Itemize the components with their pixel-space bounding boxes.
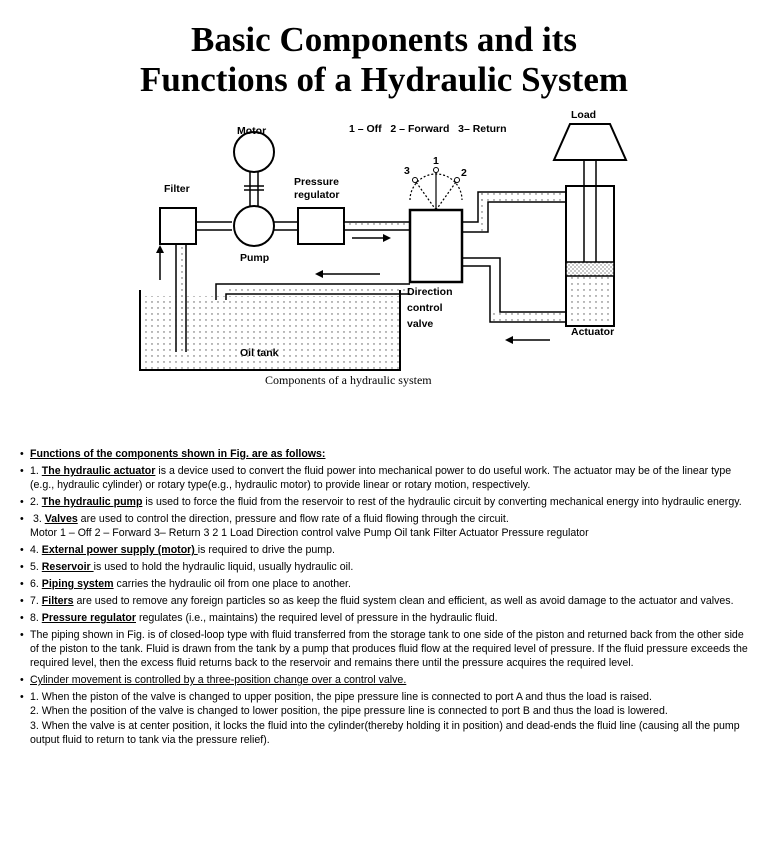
label-pump: Pump bbox=[240, 252, 270, 264]
label-load: Load bbox=[571, 109, 597, 121]
valve-lever bbox=[410, 168, 462, 211]
bullet-regulator bbox=[20, 611, 755, 625]
label-pressure-regulator-1: Pressure bbox=[294, 176, 339, 188]
bullet-pump bbox=[20, 495, 755, 509]
suction-pipe bbox=[176, 244, 186, 352]
label-pos-2: 2 bbox=[461, 167, 467, 179]
pressure-regulator-box bbox=[298, 208, 344, 244]
term-actuator: The hydraulic actuator bbox=[41, 464, 156, 477]
bullet-piping-description bbox=[20, 628, 755, 671]
diagram-caption: Components of a hydraulic system bbox=[265, 373, 432, 387]
bullet-piping-text: carries the hydraulic oil from one place to another. bbox=[113, 577, 351, 590]
filter-box bbox=[160, 208, 196, 244]
label-valve-positions: 1 – Off 2 – Forward 3– Return bbox=[349, 123, 507, 135]
bullet-number: 1. bbox=[30, 464, 42, 477]
valve-actuator-lower-pipe bbox=[462, 258, 566, 322]
motor-shaft bbox=[244, 172, 264, 206]
bullet-intro bbox=[20, 447, 755, 461]
bullet-number: 4. bbox=[30, 544, 42, 557]
term-pump: The hydraulic pump bbox=[41, 496, 143, 509]
bullet-valves-text: are used to control the direction, pressure and flow rate of a fluid flowing through the circuit. bbox=[77, 512, 509, 525]
bullet-actuator bbox=[20, 464, 755, 493]
left-arrow-lower bbox=[315, 270, 380, 278]
bullet-motor bbox=[20, 543, 755, 557]
bullet-number: 3. bbox=[30, 512, 45, 525]
bullet-filters-text: are used to remove any foreign particles so as keep the fluid system clean and efficient, as well as avoid damage to the actuator and valves. bbox=[73, 594, 734, 607]
label-actuator: Actuator bbox=[571, 326, 615, 338]
bullet-cylinder-movement-text: Cylinder movement is controlled by a three-position change over a control valve. bbox=[30, 674, 407, 687]
bullet-piping bbox=[20, 577, 755, 591]
bullet-reservoir-text: is used to hold the hydraulic liquid, usually hydraulic oil. bbox=[93, 561, 354, 574]
bullet-position-2-text: 2. When the position of the valve is changed to lower position, the pipe pressure line is connected to port B and thus the load is lowered. bbox=[30, 705, 668, 718]
label-filter: Filter bbox=[164, 183, 190, 195]
bullet-number: 6. bbox=[30, 577, 42, 590]
bullet-number: 5. bbox=[30, 561, 42, 574]
title-line-1: Basic Components and its bbox=[190, 20, 578, 59]
term-filters: Filters bbox=[41, 594, 74, 607]
valve-actuator-upper-pipe bbox=[462, 192, 566, 232]
bullet-valves-extra: Motor 1 – Off 2 – Forward 3– Return 3 2 1 Load Direction control valve Pump Oil tank Filter Actuator Pressure regulator bbox=[30, 527, 589, 540]
functions-list bbox=[20, 447, 755, 750]
right-arrow bbox=[352, 234, 391, 242]
bullet-reservoir bbox=[20, 560, 755, 574]
up-arrow bbox=[156, 245, 164, 280]
label-direction-2: control bbox=[407, 302, 443, 314]
bullet-valves bbox=[20, 512, 755, 541]
bullet-cylinder-movement bbox=[20, 673, 755, 687]
label-pressure-regulator-2: regulator bbox=[294, 189, 340, 201]
bullet-position-1-text: • 1. When the piston of the valve is changed to upper position, the pipe pressure line is connected to port A and thus the load is raised. bbox=[30, 690, 652, 703]
filter-pump-pipe bbox=[196, 222, 232, 230]
bullet-number: 8. bbox=[30, 611, 42, 624]
label-oil-tank: Oil tank bbox=[240, 347, 279, 359]
label-pos-3: 3 bbox=[404, 165, 410, 177]
bullet-number: 7. bbox=[30, 594, 42, 607]
direction-control-valve bbox=[410, 210, 462, 282]
regulator-valve-pipe bbox=[344, 222, 410, 230]
bullet-piping-description-text: The piping shown in Fig. is of closed-loop type with fluid transferred from the storage tank to one side of the piston and returned back from the other side of the piston to the tank. Fluid is drawn from the tank by a pump that produces fluid flow at the required level of pressure. If the fluid pressure exceeds the required level, then the excess fluid returns back to the reservoir and remains there until the pressure acquires the required level. bbox=[30, 628, 748, 670]
left-arrow-actuator bbox=[505, 336, 550, 344]
motor-circle bbox=[234, 132, 274, 172]
term-regulator: Pressure regulator bbox=[41, 611, 136, 624]
load bbox=[554, 124, 626, 160]
term-reservoir: Reservoir bbox=[41, 561, 94, 574]
pump-circle bbox=[234, 206, 274, 246]
bullet-actuator-text: is a device used to convert the fluid power into mechanical power to do useful work. The actuator may be of the linear type (e.g., hydraulic cylinder) or rotary type(e.g., hydraulic motor) to provide linear or rotary motion, respectively. bbox=[30, 464, 732, 492]
label-pos-1: 1 bbox=[433, 155, 439, 167]
term-valves: Valves bbox=[44, 512, 78, 525]
term-piping: Piping system bbox=[41, 577, 114, 590]
label-direction-1: Direction bbox=[407, 286, 453, 298]
hydraulic-system-diagram bbox=[0, 104, 768, 404]
label-motor: Motor bbox=[237, 125, 267, 137]
bullet-position-3-text: 3. When the valve is at center position, it locks the fluid into the cylinder(thereby holding it in position) and dead-ends the fluid line (causing all the pump output fluid to return to tank via the pressure relief). bbox=[30, 719, 740, 746]
bullet-filters bbox=[20, 594, 755, 608]
label-direction-3: valve bbox=[407, 318, 434, 330]
title-line-2: Functions of a Hydraulic System bbox=[139, 60, 629, 99]
pump-regulator-pipe bbox=[274, 222, 298, 230]
bullet-valve-positions bbox=[20, 690, 755, 747]
term-motor: External power supply (motor) bbox=[41, 544, 198, 557]
bullet-pump-text: is used to force the fluid from the reservoir to rest of the hydraulic circuit by converting mechanical energy into hydraulic energy. bbox=[142, 496, 742, 509]
page-title bbox=[0, 20, 768, 100]
bullet-intro-text: Functions of the components shown in Fig. are as follows: bbox=[30, 448, 326, 460]
bullet-motor-text: is required to drive the pump. bbox=[197, 544, 335, 557]
bullet-regulator-text: regulates (i.e., maintains) the required level of pressure in the hydraulic fluid. bbox=[136, 611, 498, 624]
bullet-number: 2. bbox=[30, 496, 42, 509]
actuator-cylinder bbox=[566, 160, 614, 326]
